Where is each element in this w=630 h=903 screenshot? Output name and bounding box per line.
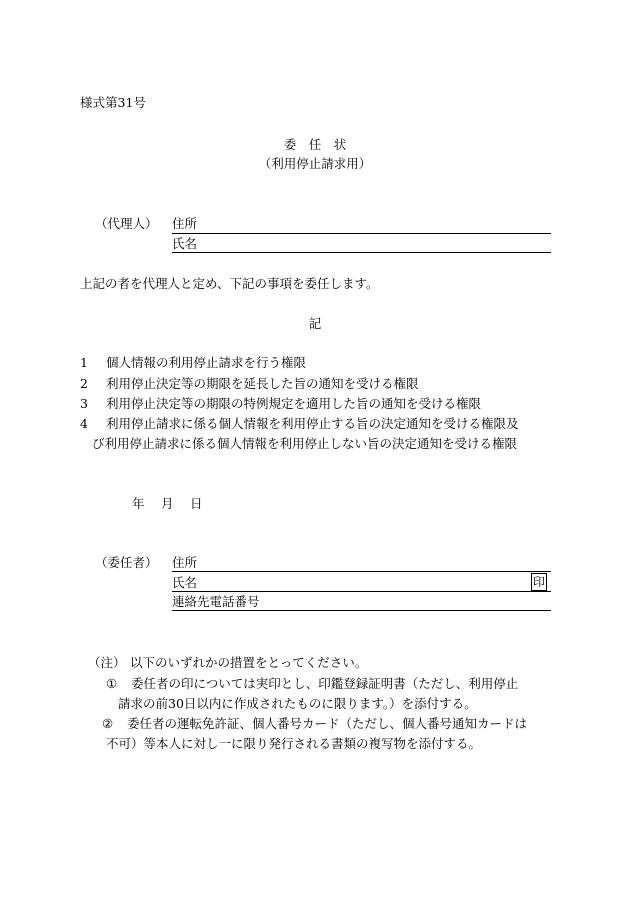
note-mark: ② <box>102 716 114 731</box>
list-item <box>80 398 481 411</box>
principal-name-field[interactable] <box>172 591 551 592</box>
ki-heading: 記 <box>308 316 322 331</box>
item-number: 1 <box>80 355 88 370</box>
item-continuation: び利用停止請求に係る個人情報を利用停止しない旨の決定通知を受ける権限 <box>92 436 518 451</box>
item-text: 個人情報の利用停止請求を行う権限 <box>106 355 307 370</box>
note-text-continuation: 請求の前30日以内に作成されたものに限ります。）を添付する。 <box>118 696 477 711</box>
item-text: 利用停止決定等の期限の特例規定を適用した旨の通知を受ける権限 <box>106 396 482 411</box>
note-text-continuation: 不可）等本人に対し一に限り発行される書類の複写物を添付する。 <box>106 736 482 751</box>
seal-stamp: 印 <box>532 575 545 589</box>
note-text: 委任者の印については実印とし、印鑑登録証明書（ただし、利用停止 <box>131 676 519 691</box>
item-number: 3 <box>80 396 88 411</box>
page-subtitle: （利用停止請求用） <box>258 156 372 171</box>
agent-name-field[interactable] <box>172 252 551 253</box>
principal-label: （委任者） <box>95 555 158 570</box>
item-number: 2 <box>80 376 88 391</box>
agent-address-field[interactable] <box>172 233 551 234</box>
item-text: 利用停止決定等の期限を延長した旨の通知を受ける権限 <box>106 376 419 391</box>
note-text: 委任者の運転免許証、個人番号カード（ただし、個人番号通知カードは <box>127 716 528 731</box>
list-item <box>80 418 519 431</box>
principal-phone-field[interactable] <box>172 610 551 611</box>
form-number: 様式第31号 <box>80 95 146 110</box>
principal-address-label: 住所 <box>172 555 198 570</box>
notes-intro: 以下のいずれかの措置をとってください。 <box>130 655 368 670</box>
principal-name-label: 氏名 <box>172 575 198 590</box>
note-mark: ① <box>106 676 118 691</box>
principal-phone-label: 連絡先電話番号 <box>172 594 260 609</box>
date-line[interactable]: 年 月 日 <box>132 496 203 511</box>
page-title: 委 任 状 <box>283 137 347 152</box>
delegation-statement: 上記の者を代理人と定め、下記の事項を委任します。 <box>80 276 379 291</box>
list-item <box>80 378 419 391</box>
item-text: 利用停止請求に係る個人情報を利用停止する旨の決定通知を受ける権限及 <box>106 416 519 431</box>
principal-address-field[interactable] <box>172 571 551 572</box>
agent-address-label: 住所 <box>172 216 198 231</box>
agent-name-label: 氏名 <box>172 236 198 251</box>
agent-label: （代理人） <box>95 216 158 231</box>
list-item <box>80 357 306 370</box>
item-number: 4 <box>80 416 88 431</box>
notes-label: （注） <box>88 655 126 670</box>
